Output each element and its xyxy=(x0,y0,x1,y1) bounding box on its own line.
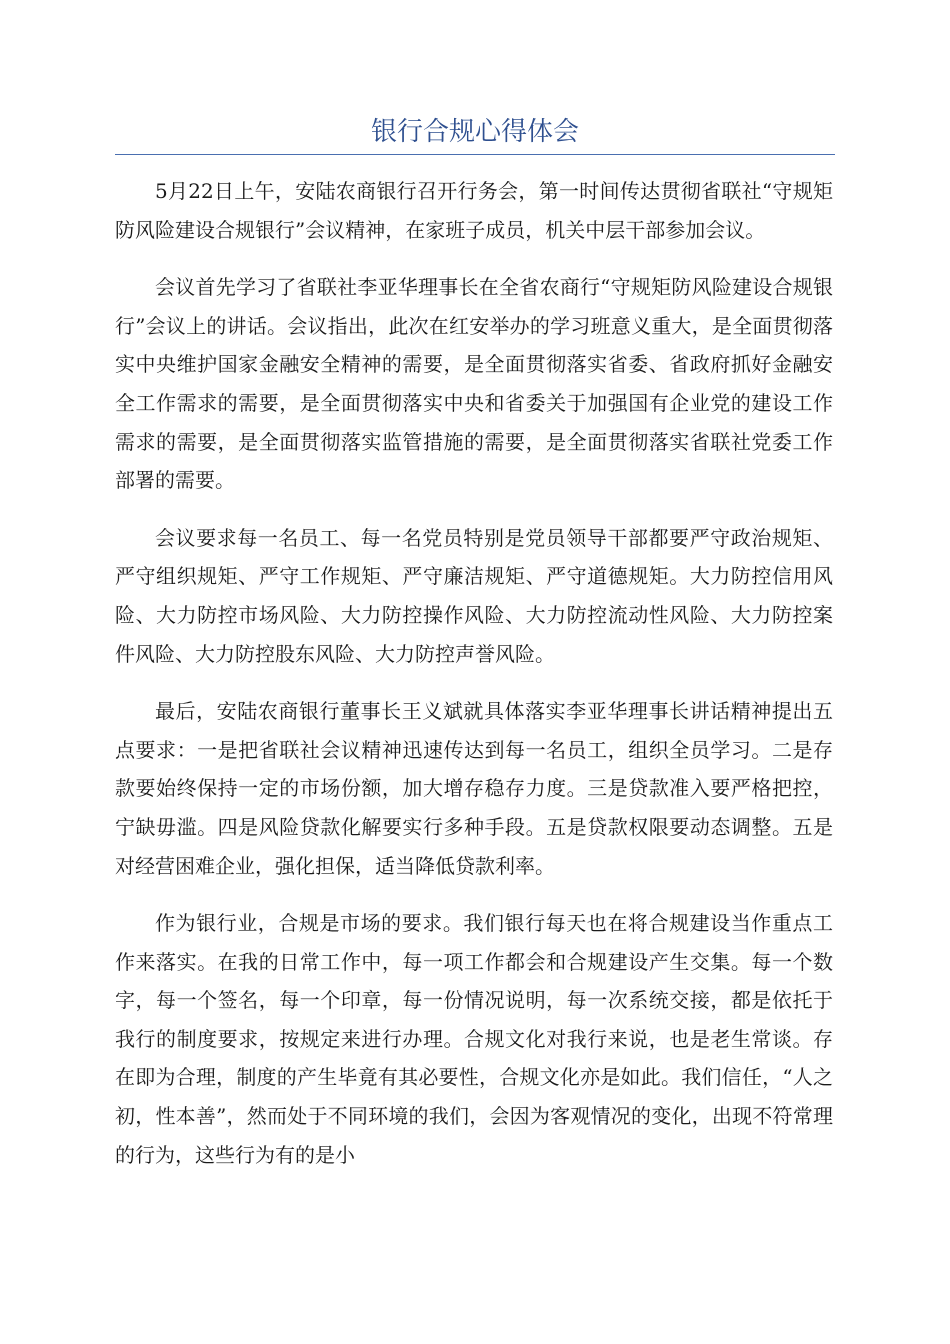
paragraph: 最后，安陆农商银行董事长王义斌就具体落实李亚华理事长讲话精神提出五点要求：一是把省联社会议精神迅速传达到每一名员工，组织全员学习。二是存款要始终保持一定的市场份额，加大增存稳存力度。三是贷款准入要严格把控，宁缺毋滥。四是风险贷款化解要实行多种手段。五是贷款权限要动态调整。五是对经营困难企业，强化担保，适当降低贷款利率。 xyxy=(115,699,833,878)
document-body xyxy=(115,172,833,1193)
paragraph: 会议首先学习了省联社李亚华理事长在全省农商行“守规矩防风险建设合规银行”会议上的讲话。会议指出，此次在红安举办的学习班意义重大，是全面贯彻落实中央维护国家金融安全精神的需要，是全面贯彻落实省委、省政府抓好金融安全工作需求的需要，是全面贯彻落实中央和省委关于加强国有企业党的建设工作需求的需要，是全面贯彻落实监管措施的需要，是全面贯彻落实省联社党委工作部署的需要。 xyxy=(115,275,833,493)
title-underline xyxy=(115,154,835,155)
paragraph: 作为银行业，合规是市场的要求。我们银行每天也在将合规建设当作重点工作来落实。在我的日常工作中，每一项工作都会和合规建设产生交集。每一个数字，每一个签名，每一个印章，每一份情况说明，每一次系统交接，都是依托于我行的制度要求，按规定来进行办理。合规文化对我行来说，也是老生常谈。存在即为合理，制度的产生毕竟有其必要性，合规文化亦是如此。我们信任，“人之初，性本善”，然而处于不同环境的我们，会因为客观情况的变化，出现不符常理的行为，这些行为有的是小 xyxy=(115,911,833,1167)
paragraph: 5月22日上午，安陆农商银行召开行务会，第一时间传达贯彻省联社“守规矩防风险建设合规银行”会议精神，在家班子成员，机关中层干部参加会议。 xyxy=(115,179,833,242)
document-title: 银行合规心得体会 xyxy=(370,117,579,147)
paragraph: 会议要求每一名员工、每一名党员特别是党员领导干部都要严守政治规矩、严守组织规矩、严守工作规矩、严守廉洁规矩、严守道德规矩。大力防控信用风险、大力防控市场风险、大力防控操作风险、大力防控流动性风险、大力防控案件风险、大力防控股东风险、大力防控声誉风险。 xyxy=(115,525,833,666)
